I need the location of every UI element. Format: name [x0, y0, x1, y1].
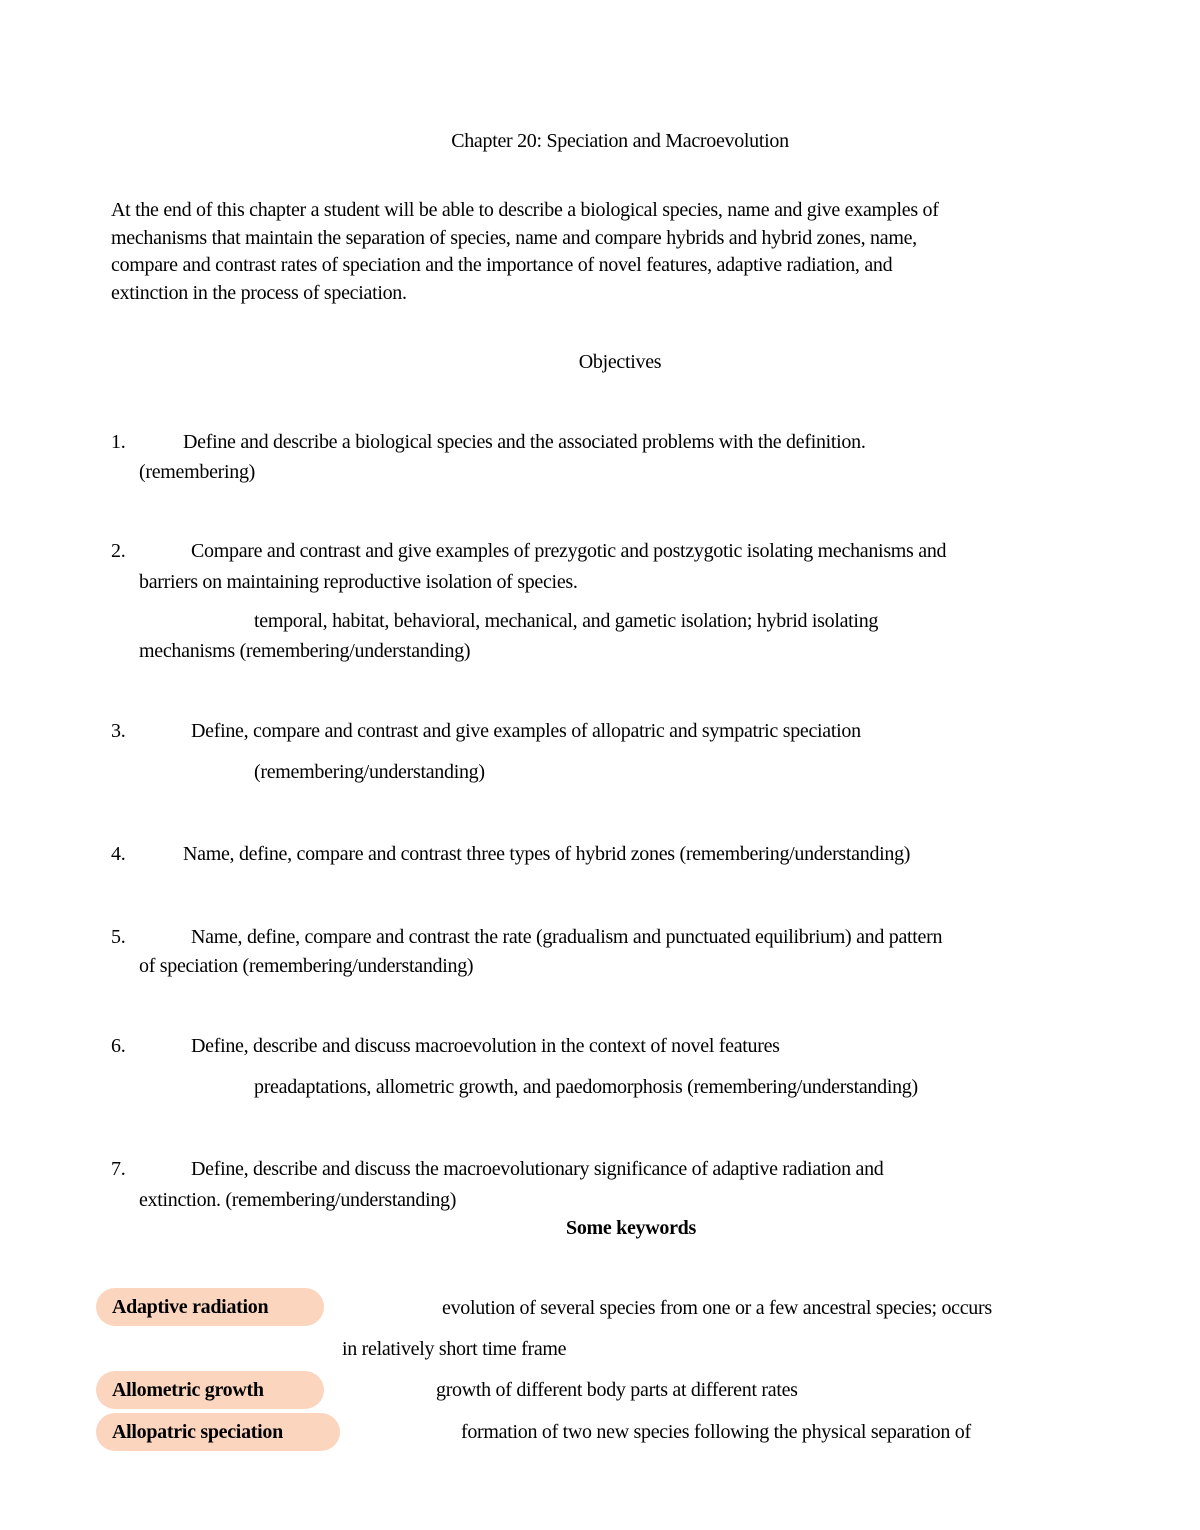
objective-subtext: (remembering/understanding)	[254, 761, 485, 783]
objective-text: Define, compare and contrast and give examples of allopatric and sympatric speciation	[191, 720, 861, 742]
keyword-definition: growth of different body parts at different rates	[436, 1379, 798, 1401]
keyword-definition: in relatively short time frame	[342, 1338, 567, 1360]
keywords-heading: Some keywords	[566, 1217, 696, 1239]
intro-paragraph	[111, 197, 1141, 307]
objective-number: 6.	[111, 1035, 126, 1057]
intro-line: At the end of this chapter a student will be able to describe a biological species, name and give examples of	[111, 199, 939, 221]
objective-number: 2.	[111, 540, 126, 562]
keyword-definition: formation of two new species following the physical separation of	[461, 1421, 971, 1443]
objective-subtext: temporal, habitat, behavioral, mechanical, and gametic isolation; hybrid isolating	[254, 610, 879, 632]
page-title: Chapter 20: Speciation and Macroevolution	[451, 130, 789, 152]
keyword-term: Allometric growth	[96, 1371, 324, 1409]
intro-line: mechanisms that maintain the separation of species, name and compare hybrids and hybrid zones, name,	[111, 226, 917, 249]
objective-number: 5.	[111, 926, 126, 948]
objective-text: Name, define, compare and contrast the rate (gradualism and punctuated equilibrium) and pattern	[191, 926, 943, 948]
objective-number: 7.	[111, 1158, 126, 1180]
objectives-heading: Objectives	[578, 351, 662, 373]
objective-text: Define and describe a biological species and the associated problems with the definition.	[183, 431, 866, 453]
objective-text: barriers on maintaining reproductive isolation of species.	[139, 571, 578, 593]
objective-number: 3.	[111, 720, 126, 742]
intro-line: compare and contrast rates of speciation and the importance of novel features, adaptive radiation, and	[111, 254, 893, 276]
keyword-definition: evolution of several species from one or a few ancestral species; occurs	[442, 1297, 992, 1319]
objective-text: (remembering)	[139, 461, 256, 483]
objective-subtext: preadaptations, allometric growth, and paedomorphosis (remembering/understanding)	[254, 1076, 918, 1098]
objective-text: Compare and contrast and give examples of prezygotic and postzygotic isolating mechanisms and	[191, 540, 947, 562]
objective-text: extinction. (remembering/understanding)	[139, 1189, 457, 1211]
objective-subtext: mechanisms (remembering/understanding)	[139, 640, 471, 662]
objective-text: Define, describe and discuss macroevolution in the context of novel features	[191, 1035, 780, 1057]
objective-text: Define, describe and discuss the macroevolutionary significance of adaptive radiation and	[191, 1158, 884, 1180]
objective-text: Name, define, compare and contrast three types of hybrid zones (remembering/understanding)	[183, 843, 911, 865]
keyword-term: Adaptive radiation	[96, 1288, 324, 1326]
objective-number: 1.	[111, 431, 126, 453]
objective-text: of speciation (remembering/understanding)	[139, 955, 474, 977]
intro-line: extinction in the process of speciation.	[111, 281, 407, 304]
keyword-term: Allopatric speciation	[96, 1413, 340, 1451]
objective-number: 4.	[111, 843, 126, 865]
